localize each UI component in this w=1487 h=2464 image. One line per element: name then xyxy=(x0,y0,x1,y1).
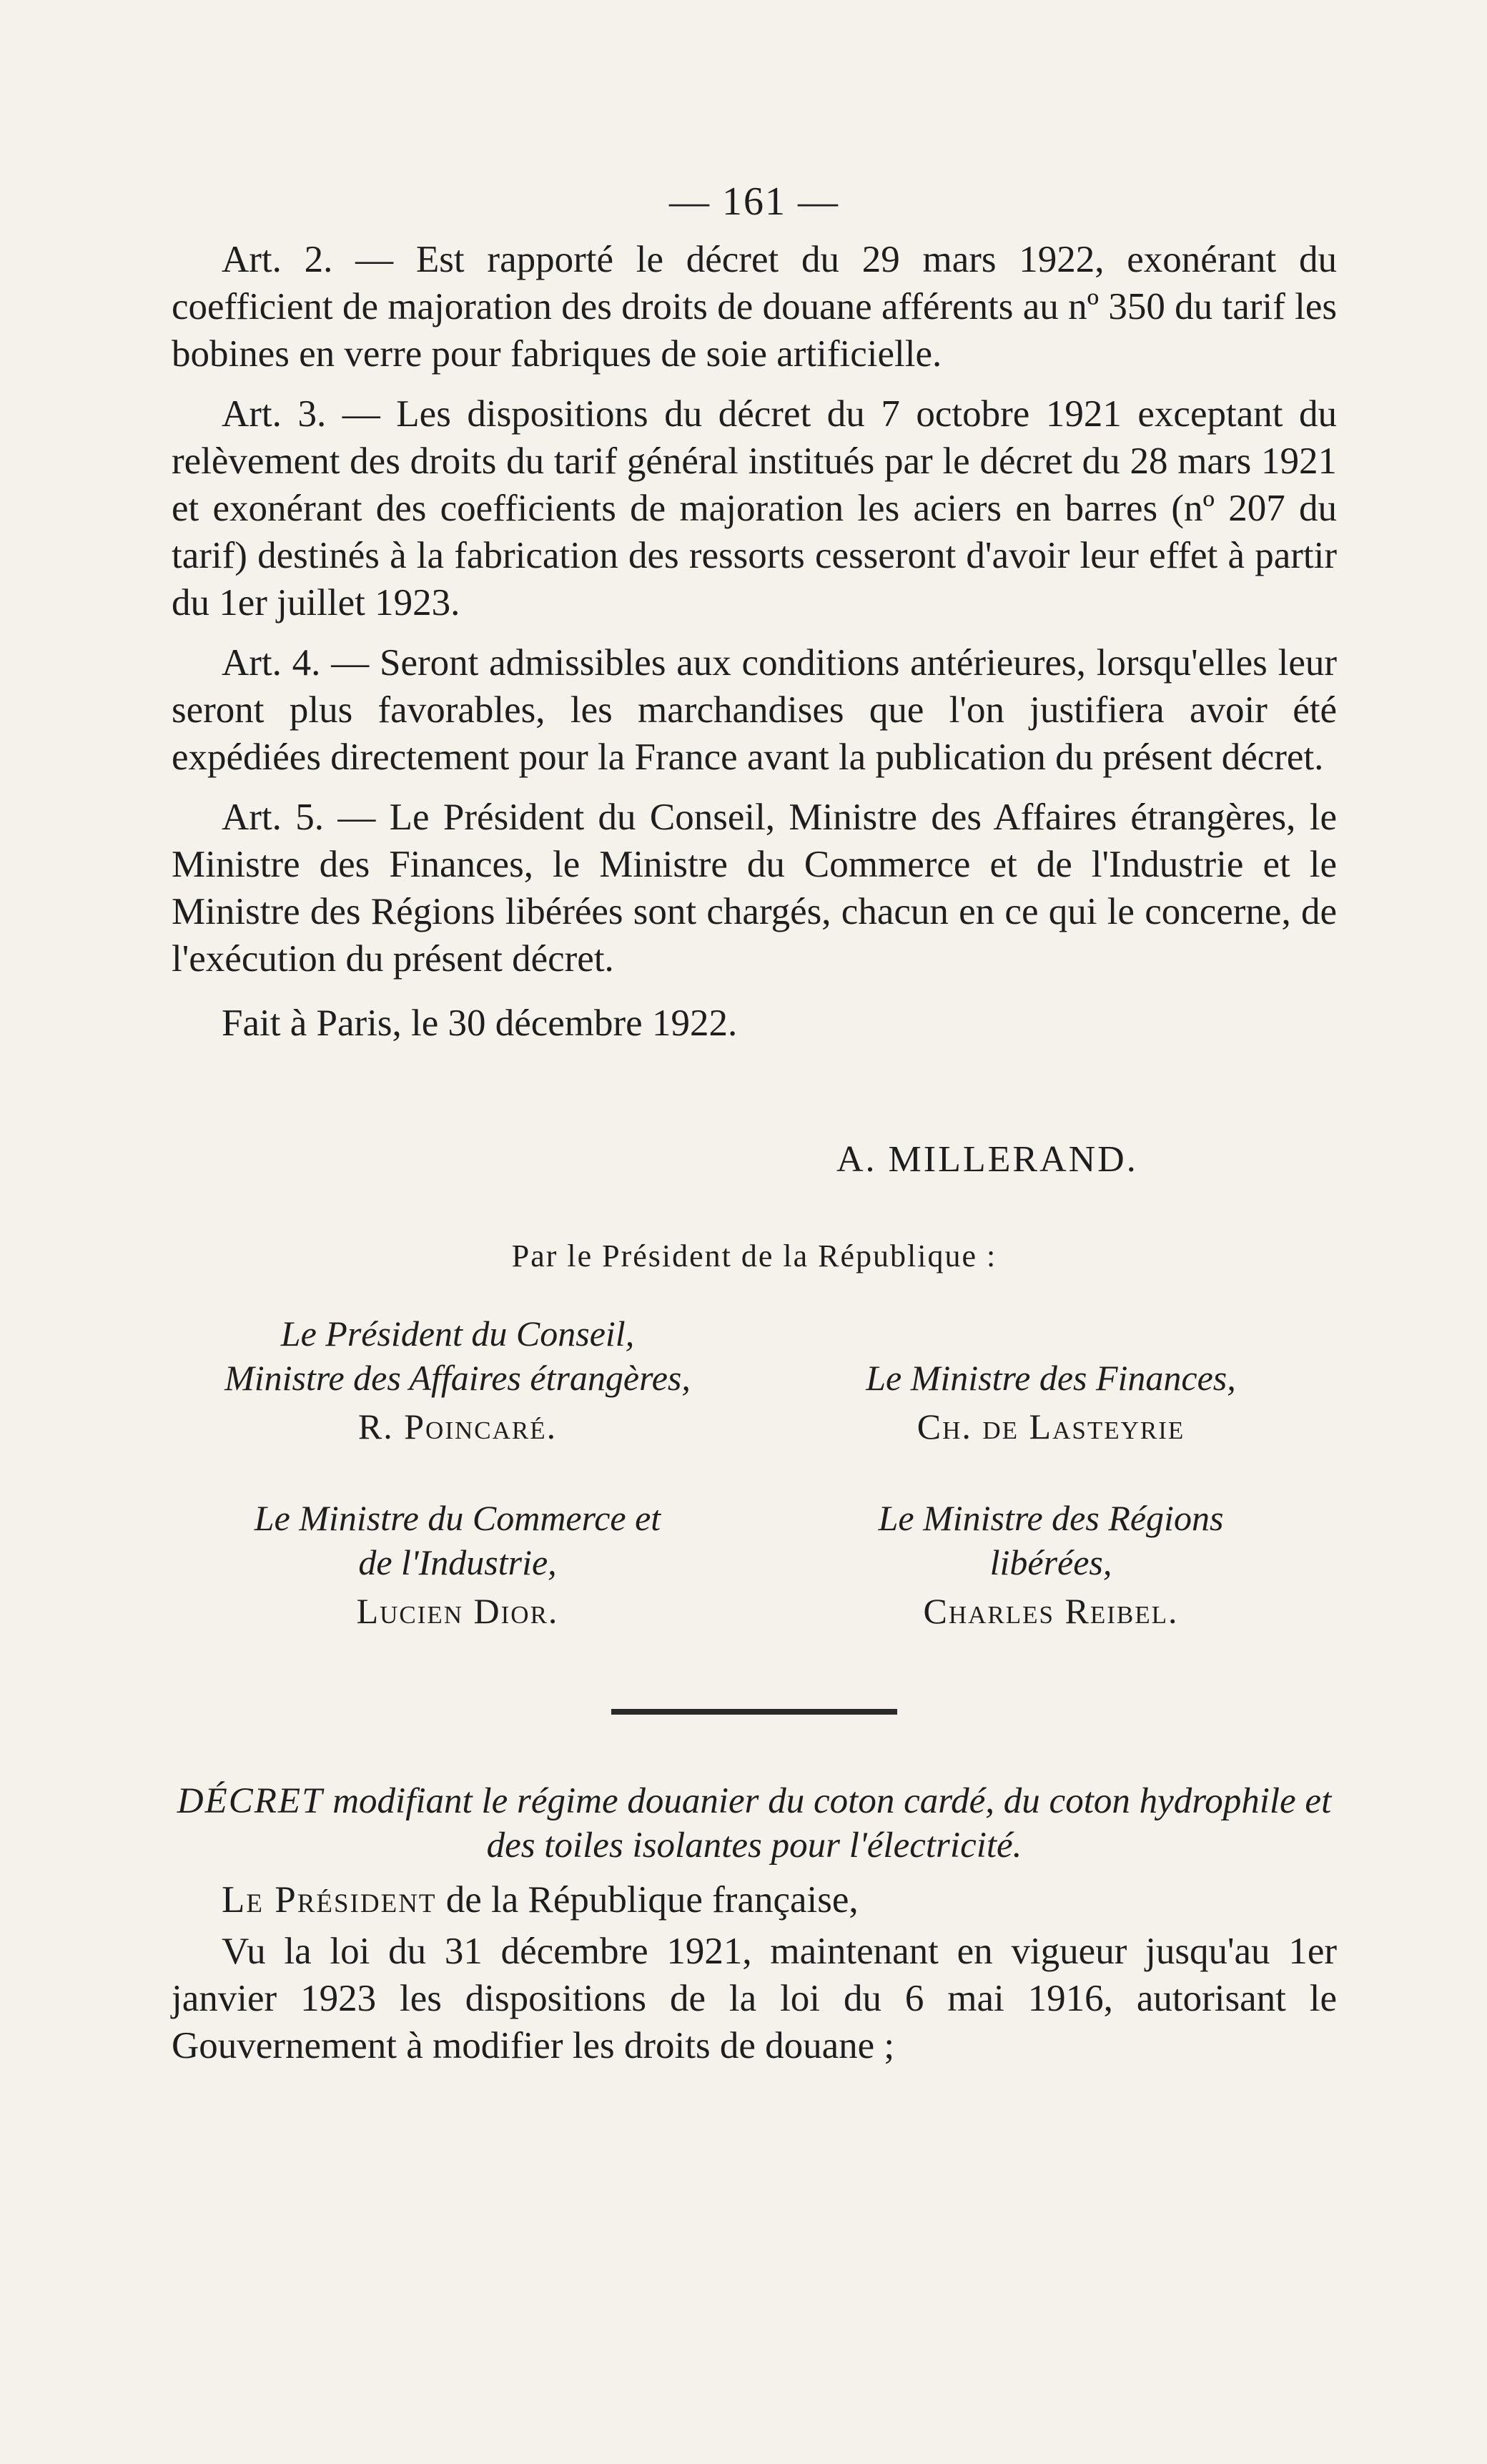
president-line xyxy=(172,1876,1337,1923)
article-5: Art. 5. — Le Président du Conseil, Ministre des Affaires étrangères, le Ministre des Finances, le Ministre du Commerce et de l'Industrie et le Ministre des Régions libérées sont chargés, chacun en ce qui le concerne, de l'exécution du présent décret. xyxy=(172,797,1337,980)
signatories xyxy=(172,1311,1337,1635)
section-divider xyxy=(611,1709,897,1715)
signatory-title: de l'Industrie, xyxy=(358,1542,557,1582)
president-lead: Le Président xyxy=(222,1879,437,1921)
signatory-name: Ch. de Lasteyrie xyxy=(917,1406,1185,1447)
document-page xyxy=(172,179,1337,2069)
signatory-name: Charles Reibel. xyxy=(923,1591,1179,1631)
signatory-title: Le Ministre du Commerce et xyxy=(254,1498,661,1538)
decret-title xyxy=(172,1779,1337,1868)
decret-title-rest: modifiant le régime douanier du coton cardé, du coton hydrophile et des toiles isolantes pour l'électricité. xyxy=(323,1781,1332,1866)
president-rest: de la République française, xyxy=(436,1879,859,1921)
par-le-president: Par le Président de la République : xyxy=(511,1238,997,1273)
decret-title-lead: DÉCRET xyxy=(177,1781,324,1821)
signatory-title: Le Président du Conseil, xyxy=(280,1314,635,1354)
signatory-title: libérées, xyxy=(989,1542,1112,1582)
signatory-commerce xyxy=(172,1496,744,1635)
article-2: Art. 2. — Est rapporté le décret du 29 mars 1922, exonérant du coefficient de majoration des droits de douane afférents au nº 350 du tarif les bobines en verre pour fabriques de soie artificielle. xyxy=(172,239,1337,375)
signatory-regions xyxy=(765,1496,1337,1635)
page-number: — 161 — xyxy=(669,179,839,224)
article-4: Art. 4. — Seront admissibles aux conditions antérieures, lorsqu'elles leur seront plus favorables, les marchandises que l'on justifiera avoir été expédiées directement pour la France avant la publication du présent décret. xyxy=(172,642,1337,778)
signatory-president-conseil xyxy=(172,1311,744,1450)
president-signature: A. MILLERAND. xyxy=(836,1139,1138,1180)
signatory-finances xyxy=(765,1311,1337,1450)
signatory-title: Le Ministre des Finances, xyxy=(866,1358,1236,1398)
signatory-name: Lucien Dior. xyxy=(356,1591,559,1631)
article-3: Art. 3. — Les dispositions du décret du 7 octobre 1921 exceptant du relèvement des droits du tarif général institués par le décret du 28 mars 1921 et exonérant des coefficients de majoration les aciers en barres (nº 207 du tarif) destinés à la fabrication des ressorts cesseront d'avoir leur effet à partir du 1er juillet 1923. xyxy=(172,393,1337,624)
vu-paragraph: Vu la loi du 31 décembre 1921, maintenant en vigueur jusqu'au 1er janvier 1923 les dispositions de la loi du 6 mai 1916, autorisant le Gouvernement à modifier les droits de douane ; xyxy=(172,1931,1337,2066)
fait-a-paris: Fait à Paris, le 30 décembre 1922. xyxy=(222,1002,738,1044)
signatory-name: R. Poincaré. xyxy=(357,1406,558,1447)
signatory-title: Ministre des Affaires étrangères, xyxy=(224,1358,691,1398)
signatory-title: Le Ministre des Régions xyxy=(878,1498,1224,1538)
